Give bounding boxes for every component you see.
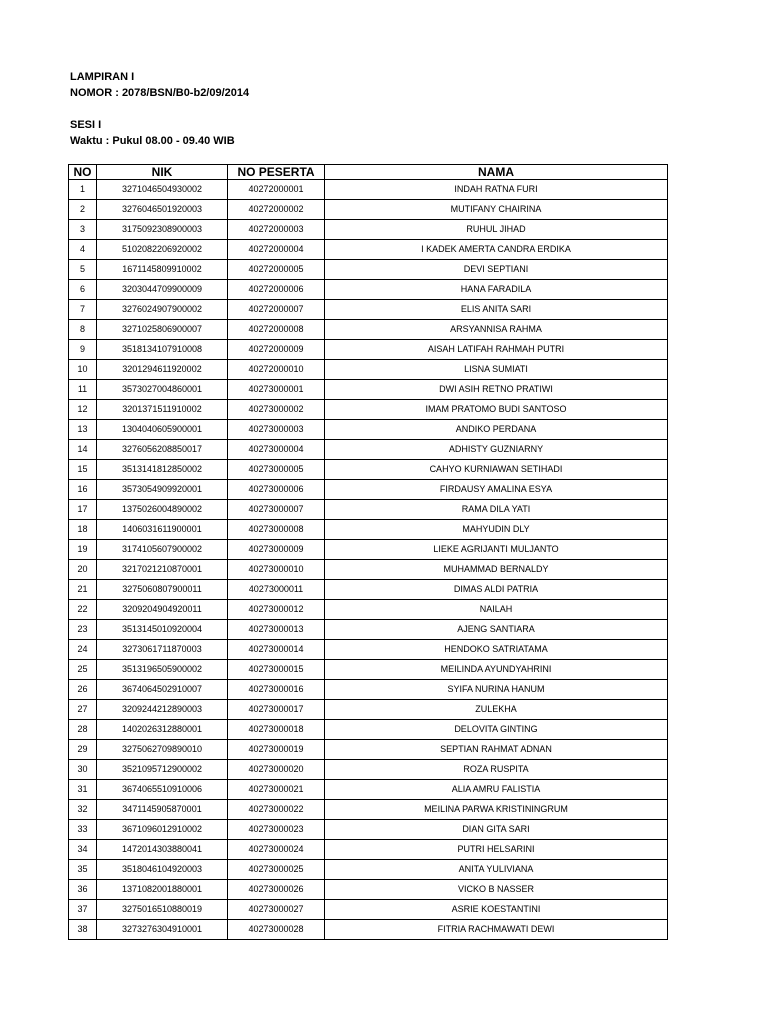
cell-no: 24 [69,640,97,660]
cell-no-peserta: 40273000009 [228,540,325,560]
cell-nama: IMAM PRATOMO BUDI SANTOSO [325,400,668,420]
waktu-label: Waktu : Pukul 08.00 - 09.40 WIB [70,135,235,147]
table-row [69,320,668,340]
cell-no: 9 [69,340,97,360]
cell-nik: 3471145905870001 [97,800,228,820]
cell-nama: INDAH RATNA FURI [325,180,668,200]
cell-no: 12 [69,400,97,420]
cell-nik: 1304040605900001 [97,420,228,440]
table-row [69,680,668,700]
cell-nik: 3175092308900003 [97,220,228,240]
cell-no: 21 [69,580,97,600]
table-row [69,520,668,540]
cell-no: 19 [69,540,97,560]
participant-table [68,164,668,940]
table-row [69,780,668,800]
table-row [69,360,668,380]
cell-nama: ANITA YULIVIANA [325,860,668,880]
cell-no: 2 [69,200,97,220]
cell-nama: NAILAH [325,600,668,620]
cell-no: 27 [69,700,97,720]
cell-no: 14 [69,440,97,460]
cell-nama: DIMAS ALDI PATRIA [325,580,668,600]
cell-nama: HANA FARADILA [325,280,668,300]
cell-nama: ADHISTY GUZNIARNY [325,440,668,460]
cell-no: 22 [69,600,97,620]
cell-no: 6 [69,280,97,300]
table-row [69,580,668,600]
cell-no-peserta: 40272000006 [228,280,325,300]
cell-nama: RUHUL JIHAD [325,220,668,240]
cell-nama: PUTRI HELSARINI [325,840,668,860]
cell-nama: SYIFA NURINA HANUM [325,680,668,700]
cell-no-peserta: 40272000003 [228,220,325,240]
cell-nama: MAHYUDIN DLY [325,520,668,540]
cell-no-peserta: 40273000018 [228,720,325,740]
cell-no-peserta: 40273000005 [228,460,325,480]
cell-nik: 3674065510910006 [97,780,228,800]
table-row [69,280,668,300]
table-header-row [69,165,668,180]
cell-nik: 3518046104920003 [97,860,228,880]
cell-no-peserta: 40273000002 [228,400,325,420]
table-row [69,620,668,640]
cell-nik: 3276056208850017 [97,440,228,460]
table-row [69,560,668,580]
cell-no-peserta: 40273000003 [228,420,325,440]
table-row [69,800,668,820]
cell-no-peserta: 40272000010 [228,360,325,380]
cell-no: 11 [69,380,97,400]
cell-no-peserta: 40273000001 [228,380,325,400]
cell-nik: 1671145809910002 [97,260,228,280]
cell-nik: 3573054909920001 [97,480,228,500]
cell-no-peserta: 40273000013 [228,620,325,640]
cell-nik: 3671096012910002 [97,820,228,840]
cell-nik: 3518134107910008 [97,340,228,360]
cell-nama: DELOVITA GINTING [325,720,668,740]
cell-nik: 3674064502910007 [97,680,228,700]
table-row [69,900,668,920]
column-header-no-peserta: NO PESERTA [228,165,325,180]
table-row [69,720,668,740]
cell-no-peserta: 40272000002 [228,200,325,220]
cell-no-peserta: 40273000022 [228,800,325,820]
cell-no-peserta: 40273000021 [228,780,325,800]
cell-no-peserta: 40272000008 [228,320,325,340]
cell-no: 31 [69,780,97,800]
cell-no-peserta: 40272000007 [228,300,325,320]
cell-nik: 3275060807900011 [97,580,228,600]
table-row [69,480,668,500]
cell-no-peserta: 40273000011 [228,580,325,600]
table-row [69,540,668,560]
cell-nama: AISAH LATIFAH RAHMAH PUTRI [325,340,668,360]
cell-no: 34 [69,840,97,860]
cell-no-peserta: 40272000009 [228,340,325,360]
cell-no: 36 [69,880,97,900]
cell-no-peserta: 40273000008 [228,520,325,540]
cell-nik: 3271025806900007 [97,320,228,340]
cell-nik: 3276024907900002 [97,300,228,320]
cell-nama: CAHYO KURNIAWAN SETIHADI [325,460,668,480]
cell-nama: ALIA AMRU FALISTIA [325,780,668,800]
cell-nik: 3273061711870003 [97,640,228,660]
table-row [69,340,668,360]
cell-nik: 3521095712900002 [97,760,228,780]
column-header-nama: NAMA [325,165,668,180]
column-header-no: NO [69,165,97,180]
cell-nama: DIAN GITA SARI [325,820,668,840]
table-row [69,700,668,720]
cell-nik: 5102082206920002 [97,240,228,260]
cell-no: 35 [69,860,97,880]
cell-no: 3 [69,220,97,240]
cell-no: 8 [69,320,97,340]
cell-no: 13 [69,420,97,440]
cell-no: 16 [69,480,97,500]
cell-no: 32 [69,800,97,820]
cell-no-peserta: 40273000010 [228,560,325,580]
document-header [70,69,249,149]
table-row [69,660,668,680]
table-row [69,180,668,200]
cell-nik: 3275062709890010 [97,740,228,760]
cell-nik: 3271046504930002 [97,180,228,200]
cell-nik: 3513145010920004 [97,620,228,640]
cell-nama: MEILINDA AYUNDYAHRINI [325,660,668,680]
cell-nama: SEPTIAN RAHMAT ADNAN [325,740,668,760]
cell-no: 18 [69,520,97,540]
nomor-label: NOMOR : 2078/BSN/B0-b2/09/2014 [70,87,250,99]
cell-no: 38 [69,920,97,940]
table-row [69,300,668,320]
cell-nik: 1472014303880041 [97,840,228,860]
cell-nik: 3201294611920002 [97,360,228,380]
cell-nik: 3209244212890003 [97,700,228,720]
cell-no-peserta: 40273000025 [228,860,325,880]
table-row [69,460,668,480]
table-row [69,760,668,780]
table-row [69,420,668,440]
table-body [69,180,668,940]
cell-no-peserta: 40272000001 [228,180,325,200]
cell-no: 30 [69,760,97,780]
cell-no: 37 [69,900,97,920]
table-row [69,840,668,860]
cell-nik: 3573027004860001 [97,380,228,400]
cell-no-peserta: 40273000024 [228,840,325,860]
cell-no-peserta: 40273000020 [228,760,325,780]
cell-nama: FITRIA RACHMAWATI DEWI [325,920,668,940]
cell-no: 29 [69,740,97,760]
cell-nik: 1375026004890002 [97,500,228,520]
cell-nik: 3273276304910001 [97,920,228,940]
cell-no: 33 [69,820,97,840]
cell-nama: MUHAMMAD BERNALDY [325,560,668,580]
table-row [69,260,668,280]
cell-nik: 3513196505900002 [97,660,228,680]
cell-nama: HENDOKO SATRIATAMA [325,640,668,660]
cell-no: 17 [69,500,97,520]
cell-no-peserta: 40273000023 [228,820,325,840]
cell-nama: ZULEKHA [325,700,668,720]
cell-no: 23 [69,620,97,640]
cell-nik: 3276046501920003 [97,200,228,220]
cell-nama: MUTIFANY CHAIRINA [325,200,668,220]
cell-no: 7 [69,300,97,320]
column-header-nik: NIK [97,165,228,180]
lampiran-label: LAMPIRAN I [70,71,135,83]
cell-no: 10 [69,360,97,380]
cell-nik: 3203044709900009 [97,280,228,300]
cell-nama: ASRIE KOESTANTINI [325,900,668,920]
cell-no: 5 [69,260,97,280]
table-row [69,200,668,220]
cell-no: 15 [69,460,97,480]
cell-nama: AJENG SANTIARA [325,620,668,640]
cell-no-peserta: 40273000014 [228,640,325,660]
cell-nama: ELIS ANITA SARI [325,300,668,320]
sesi-label: SESI I [70,119,102,131]
cell-no-peserta: 40273000026 [228,880,325,900]
table-row [69,600,668,620]
table-row [69,220,668,240]
table-row [69,240,668,260]
cell-no-peserta: 40273000016 [228,680,325,700]
cell-no: 28 [69,720,97,740]
header-spacer [70,101,249,117]
cell-nik: 3513141812850002 [97,460,228,480]
cell-nik: 3217021210870001 [97,560,228,580]
cell-no-peserta: 40273000006 [228,480,325,500]
cell-nama: LISNA SUMIATI [325,360,668,380]
table-row [69,380,668,400]
cell-nik: 1371082001880001 [97,880,228,900]
table-row [69,440,668,460]
cell-nama: ARSYANNISA RAHMA [325,320,668,340]
cell-nik: 3209204904920011 [97,600,228,620]
cell-no: 1 [69,180,97,200]
cell-no-peserta: 40272000004 [228,240,325,260]
cell-no: 4 [69,240,97,260]
cell-nama: LIEKE AGRIJANTI MULJANTO [325,540,668,560]
cell-no-peserta: 40273000028 [228,920,325,940]
cell-no: 20 [69,560,97,580]
cell-nik: 1406031611900001 [97,520,228,540]
cell-nama: RAMA DILA YATI [325,500,668,520]
cell-nama: FIRDAUSY AMALINA ESYA [325,480,668,500]
cell-nama: ROZA RUSPITA [325,760,668,780]
cell-no-peserta: 40273000007 [228,500,325,520]
table-row [69,880,668,900]
cell-nik: 3275016510880019 [97,900,228,920]
cell-nama: VICKO B NASSER [325,880,668,900]
cell-no-peserta: 40273000012 [228,600,325,620]
table-row [69,740,668,760]
table-row [69,400,668,420]
table-row [69,640,668,660]
cell-no: 26 [69,680,97,700]
cell-nama: I KADEK AMERTA CANDRA ERDIKA [325,240,668,260]
cell-no: 25 [69,660,97,680]
cell-no-peserta: 40273000027 [228,900,325,920]
table-row [69,820,668,840]
cell-no-peserta: 40273000017 [228,700,325,720]
cell-nama: DEVI SEPTIANI [325,260,668,280]
cell-nama: DWI ASIH RETNO PRATIWI [325,380,668,400]
table-row [69,920,668,940]
table-row [69,500,668,520]
cell-nama: ANDIKO PERDANA [325,420,668,440]
cell-nik: 3174105607900002 [97,540,228,560]
cell-nik: 1402026312880001 [97,720,228,740]
cell-no-peserta: 40273000015 [228,660,325,680]
cell-no-peserta: 40273000019 [228,740,325,760]
cell-nama: MEILINA PARWA KRISTININGRUM [325,800,668,820]
cell-no-peserta: 40273000004 [228,440,325,460]
cell-no-peserta: 40272000005 [228,260,325,280]
cell-nik: 3201371511910002 [97,400,228,420]
table-row [69,860,668,880]
